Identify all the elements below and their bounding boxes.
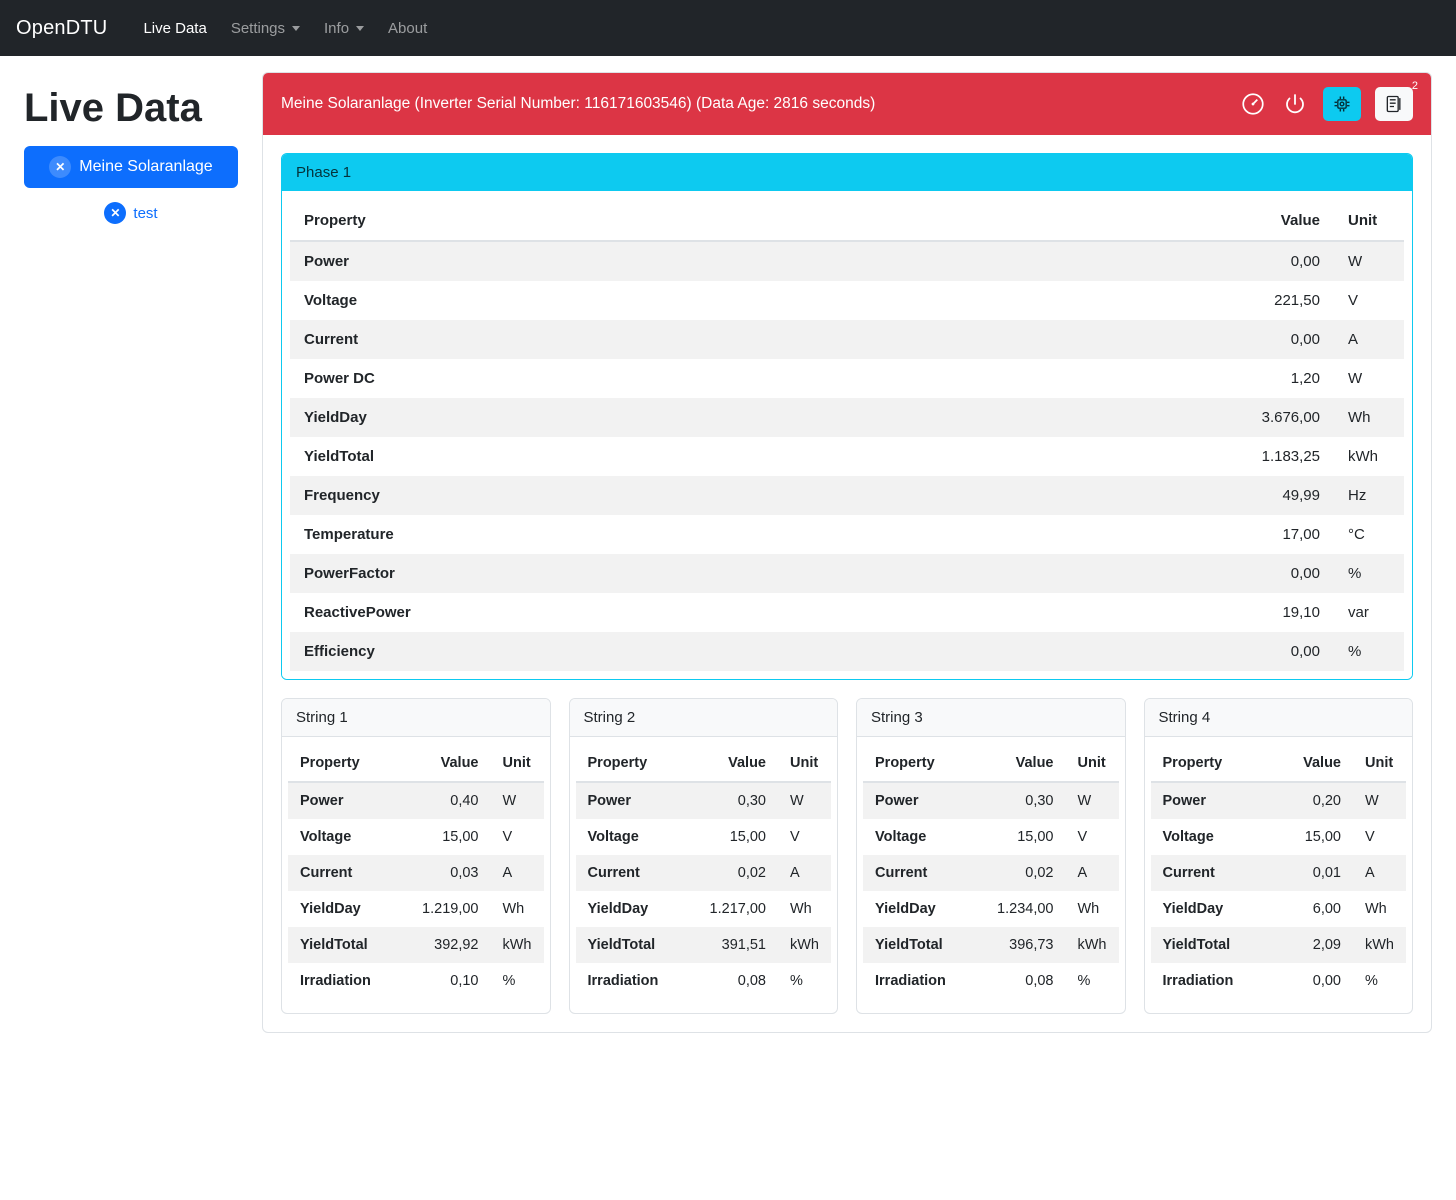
cell-unit: kWh: [790, 937, 819, 953]
cell-property: YieldDay: [300, 901, 361, 917]
cell-property: Voltage: [587, 829, 639, 845]
cell-value: 0,40: [450, 793, 479, 809]
cell-value: 15,00: [442, 829, 479, 845]
cell-value: 0,03: [450, 865, 479, 881]
cell-unit: °C: [1348, 526, 1365, 543]
nav-item-info[interactable]: [312, 12, 376, 45]
inverter-selector-test-label: test: [133, 204, 158, 222]
cell-value: 1.219,00: [422, 901, 479, 917]
table-row: [290, 281, 1404, 320]
cell-value: 0,08: [737, 973, 766, 989]
close-icon[interactable]: ✕: [104, 202, 126, 224]
cell-property: YieldDay: [587, 901, 649, 917]
cell-unit: Wh: [1365, 901, 1387, 917]
nav-item-info-label: Info: [324, 19, 350, 37]
table-row: [290, 476, 1404, 515]
cell-property: Irradiation: [300, 973, 371, 989]
string-2-table-wrapper: [570, 737, 838, 1013]
cell-property: YieldTotal: [1162, 937, 1231, 953]
column-header-value: Value: [692, 745, 778, 782]
column-header-value: Value: [405, 745, 491, 782]
cell-unit: Wh: [502, 901, 525, 917]
sidebar: [0, 56, 262, 1033]
string-2-table: [576, 745, 832, 999]
page-container: [0, 56, 1456, 1033]
cell-unit: %: [1348, 565, 1362, 582]
cell-property: Voltage: [300, 829, 352, 845]
table-row: [1151, 819, 1407, 855]
cell-property: PowerFactor: [304, 565, 395, 582]
table-row: [290, 398, 1404, 437]
brand-logo[interactable]: OpenDTU: [16, 16, 108, 39]
string-card-3-header: String 3: [857, 699, 1125, 737]
cell-unit: W: [1365, 793, 1379, 809]
table-row: [863, 927, 1119, 963]
cell-value: 392,92: [434, 937, 479, 953]
cell-value: 391,51: [721, 937, 766, 953]
cell-property: Power: [875, 793, 919, 809]
string-3-table: [863, 745, 1119, 999]
page-title: Live Data: [24, 86, 202, 130]
cell-value: 0,02: [1025, 865, 1054, 881]
table-row: [863, 891, 1119, 927]
column-header-value: Value: [980, 745, 1066, 782]
string-card-2-header: String 2: [570, 699, 838, 737]
cell-value: 6,00: [1312, 901, 1341, 917]
cell-value: 0,00: [1290, 565, 1320, 582]
cell-unit: %: [1077, 973, 1091, 989]
cell-property: Power: [304, 253, 350, 270]
string-card-4: [1144, 698, 1414, 1014]
cell-unit: V: [1348, 292, 1359, 309]
string-1-table: [288, 745, 544, 999]
table-row: [288, 927, 544, 963]
phase-table-wrapper: [282, 191, 1412, 679]
nav-item-settings[interactable]: [219, 12, 312, 45]
cell-value: 0,00: [1312, 973, 1341, 989]
cell-unit: A: [502, 865, 513, 881]
inverter-selector-test[interactable]: [24, 202, 238, 224]
column-header-unit: Unit: [778, 745, 831, 782]
string-card-1-header: String 1: [282, 699, 550, 737]
string-card-1: [281, 698, 551, 1014]
cell-property: Voltage: [304, 292, 358, 309]
cell-value: 1.234,00: [997, 901, 1054, 917]
cell-unit: %: [502, 973, 516, 989]
cell-property: YieldDay: [875, 901, 936, 917]
cell-unit: kWh: [1365, 937, 1394, 953]
table-header-row: [288, 745, 544, 782]
cell-value: 1.217,00: [709, 901, 766, 917]
nav-item-settings-label: Settings: [230, 19, 286, 37]
cell-property: Power: [1162, 793, 1207, 809]
cell-value: 0,10: [450, 973, 479, 989]
cell-property: Efficiency: [304, 643, 375, 660]
cell-unit: var: [1348, 604, 1369, 621]
column-header-unit: Unit: [1334, 201, 1404, 241]
cell-unit: W: [1077, 793, 1092, 809]
string-card-3: [856, 698, 1126, 1014]
cell-unit: V: [1365, 829, 1375, 845]
cell-value: 49,99: [1282, 487, 1320, 504]
table-row: [863, 819, 1119, 855]
cell-value: 0,08: [1025, 973, 1054, 989]
nav-item-about[interactable]: [376, 12, 439, 45]
string-4-table: [1151, 745, 1407, 999]
inverter-selector-label: Meine Solaranlage: [79, 158, 213, 175]
table-row: [1151, 855, 1407, 891]
cell-property: Irradiation: [587, 973, 659, 989]
chevron-down-icon: [356, 26, 364, 31]
cell-value: 17,00: [1282, 526, 1320, 543]
column-header-property: Property: [863, 745, 980, 782]
cell-property: Voltage: [1162, 829, 1214, 845]
cell-property: Frequency: [304, 487, 380, 504]
phase-card-header: Phase 1: [282, 154, 1412, 191]
cell-property: YieldTotal: [875, 937, 943, 953]
cell-unit: V: [502, 829, 513, 845]
nav-item-live-data[interactable]: [131, 12, 218, 45]
table-row: [576, 927, 832, 963]
cell-value: 0,00: [1290, 253, 1320, 270]
cell-property: Irradiation: [875, 973, 946, 989]
phase-card: [281, 153, 1413, 680]
cell-unit: %: [790, 973, 803, 989]
cell-property: Irradiation: [1162, 973, 1234, 989]
table-header-row: [1151, 745, 1407, 782]
table-header-row: [863, 745, 1119, 782]
table-row: [1151, 927, 1407, 963]
log-badge: 2: [1411, 80, 1418, 92]
cell-property: YieldDay: [304, 409, 367, 426]
cell-value: 0,00: [1290, 643, 1320, 660]
table-row: [288, 855, 544, 891]
string-card-2: [569, 698, 839, 1014]
table-header-row: [576, 745, 832, 782]
cell-property: Current: [300, 865, 353, 881]
cell-unit: W: [1348, 253, 1363, 270]
column-header-property: Property: [290, 201, 1214, 241]
gauge-icon[interactable]: [1239, 90, 1267, 118]
table-row: [863, 963, 1119, 999]
cell-unit: Hz: [1348, 487, 1367, 504]
inverter-card-body: [263, 135, 1431, 1032]
phase-table: [290, 201, 1404, 671]
cell-unit: Wh: [790, 901, 812, 917]
table-row: [576, 891, 832, 927]
cell-unit: V: [790, 829, 800, 845]
table-row: [288, 782, 544, 819]
cell-property: Power: [587, 793, 632, 809]
string-3-table-wrapper: [857, 737, 1125, 1013]
column-header-property: Property: [288, 745, 405, 782]
log-icon-button[interactable]: [1375, 80, 1418, 121]
cell-value: 15,00: [1017, 829, 1054, 845]
cell-value: 221,50: [1274, 292, 1320, 309]
cell-unit: A: [1077, 865, 1088, 881]
cell-value: 0,20: [1312, 793, 1341, 809]
cell-value: 0,30: [1025, 793, 1054, 809]
table-row: [288, 891, 544, 927]
cell-value: 0,30: [737, 793, 766, 809]
cell-property: Current: [875, 865, 928, 881]
table-header-row: [290, 201, 1404, 241]
chevron-down-icon: [292, 26, 300, 31]
cell-value: 15,00: [729, 829, 766, 845]
table-row: [290, 359, 1404, 398]
table-row: [290, 320, 1404, 359]
column-header-value: Value: [1214, 201, 1334, 241]
power-icon[interactable]: [1281, 90, 1309, 118]
table-row: [290, 593, 1404, 632]
cell-unit: A: [1348, 331, 1359, 348]
table-row: [576, 782, 832, 819]
cell-value: 19,10: [1282, 604, 1320, 621]
cell-unit: W: [1348, 370, 1363, 387]
cell-unit: A: [1365, 865, 1375, 881]
table-row: [863, 855, 1119, 891]
cell-value: 0,00: [1290, 331, 1320, 348]
cell-property: ReactivePower: [304, 604, 411, 621]
cell-value: 15,00: [1304, 829, 1341, 845]
column-header-unit: Unit: [491, 745, 544, 782]
cell-property: Power DC: [304, 370, 375, 387]
cell-value: 0,01: [1312, 865, 1341, 881]
column-header-unit: Unit: [1353, 745, 1406, 782]
cell-property: YieldTotal: [587, 937, 656, 953]
inverter-header-actions: [1239, 80, 1418, 121]
cell-unit: Wh: [1348, 409, 1371, 426]
inverter-card: [262, 72, 1432, 1033]
chip-icon-button[interactable]: [1323, 87, 1361, 121]
main-content: [262, 56, 1456, 1033]
table-row: [290, 437, 1404, 476]
cell-property: Current: [587, 865, 640, 881]
cell-value: 2,09: [1312, 937, 1341, 953]
cell-unit: Wh: [1077, 901, 1100, 917]
string-1-table-wrapper: [282, 737, 550, 1013]
cell-property: YieldTotal: [304, 448, 375, 465]
cell-value: 0,02: [737, 865, 766, 881]
cell-value: 3.676,00: [1261, 409, 1320, 426]
cell-property: Current: [304, 331, 359, 348]
inverter-header-text: Meine Solaranlage (Inverter Serial Number: 116171603546) (Data Age: 2816 seconds): [281, 95, 876, 112]
inverter-card-header: [263, 73, 1431, 135]
cell-property: Current: [1162, 865, 1215, 881]
cell-property: Temperature: [304, 526, 394, 543]
table-row: [576, 963, 832, 999]
cell-property: Voltage: [875, 829, 927, 845]
table-row: [1151, 963, 1407, 999]
column-header-property: Property: [576, 745, 693, 782]
nav-item-about-label: About: [388, 19, 428, 37]
table-row: [1151, 782, 1407, 819]
table-row: [1151, 891, 1407, 927]
cell-value: 1.183,25: [1261, 448, 1320, 465]
table-row: [290, 554, 1404, 593]
cell-unit: W: [502, 793, 517, 809]
cell-unit: kWh: [502, 937, 532, 953]
strings-row: [281, 698, 1413, 1014]
cell-unit: A: [790, 865, 800, 881]
cell-unit: kWh: [1077, 937, 1107, 953]
cell-value: 1,20: [1290, 370, 1320, 387]
table-row: [288, 963, 544, 999]
table-row: [290, 515, 1404, 554]
table-row: [288, 819, 544, 855]
string-4-table-wrapper: [1145, 737, 1413, 1013]
table-row: [863, 782, 1119, 819]
nav-item-live-data-label: Live Data: [143, 19, 207, 37]
inverter-selector-meine-solaranlage[interactable]: [24, 146, 238, 188]
column-header-property: Property: [1151, 745, 1268, 782]
column-header-value: Value: [1267, 745, 1353, 782]
cell-unit: V: [1077, 829, 1088, 845]
top-navbar: [0, 0, 1456, 56]
cell-unit: kWh: [1348, 448, 1378, 465]
table-row: [290, 241, 1404, 281]
cell-unit: %: [1365, 973, 1378, 989]
cell-property: YieldTotal: [300, 937, 368, 953]
table-row: [290, 632, 1404, 671]
cell-unit: W: [790, 793, 804, 809]
cell-property: YieldDay: [1162, 901, 1224, 917]
close-icon[interactable]: ✕: [49, 156, 71, 178]
column-header-unit: Unit: [1066, 745, 1119, 782]
table-row: [576, 855, 832, 891]
cell-property: Power: [300, 793, 344, 809]
table-row: [576, 819, 832, 855]
cell-unit: %: [1348, 643, 1362, 660]
string-card-4-header: String 4: [1145, 699, 1413, 737]
cell-value: 396,73: [1009, 937, 1054, 953]
